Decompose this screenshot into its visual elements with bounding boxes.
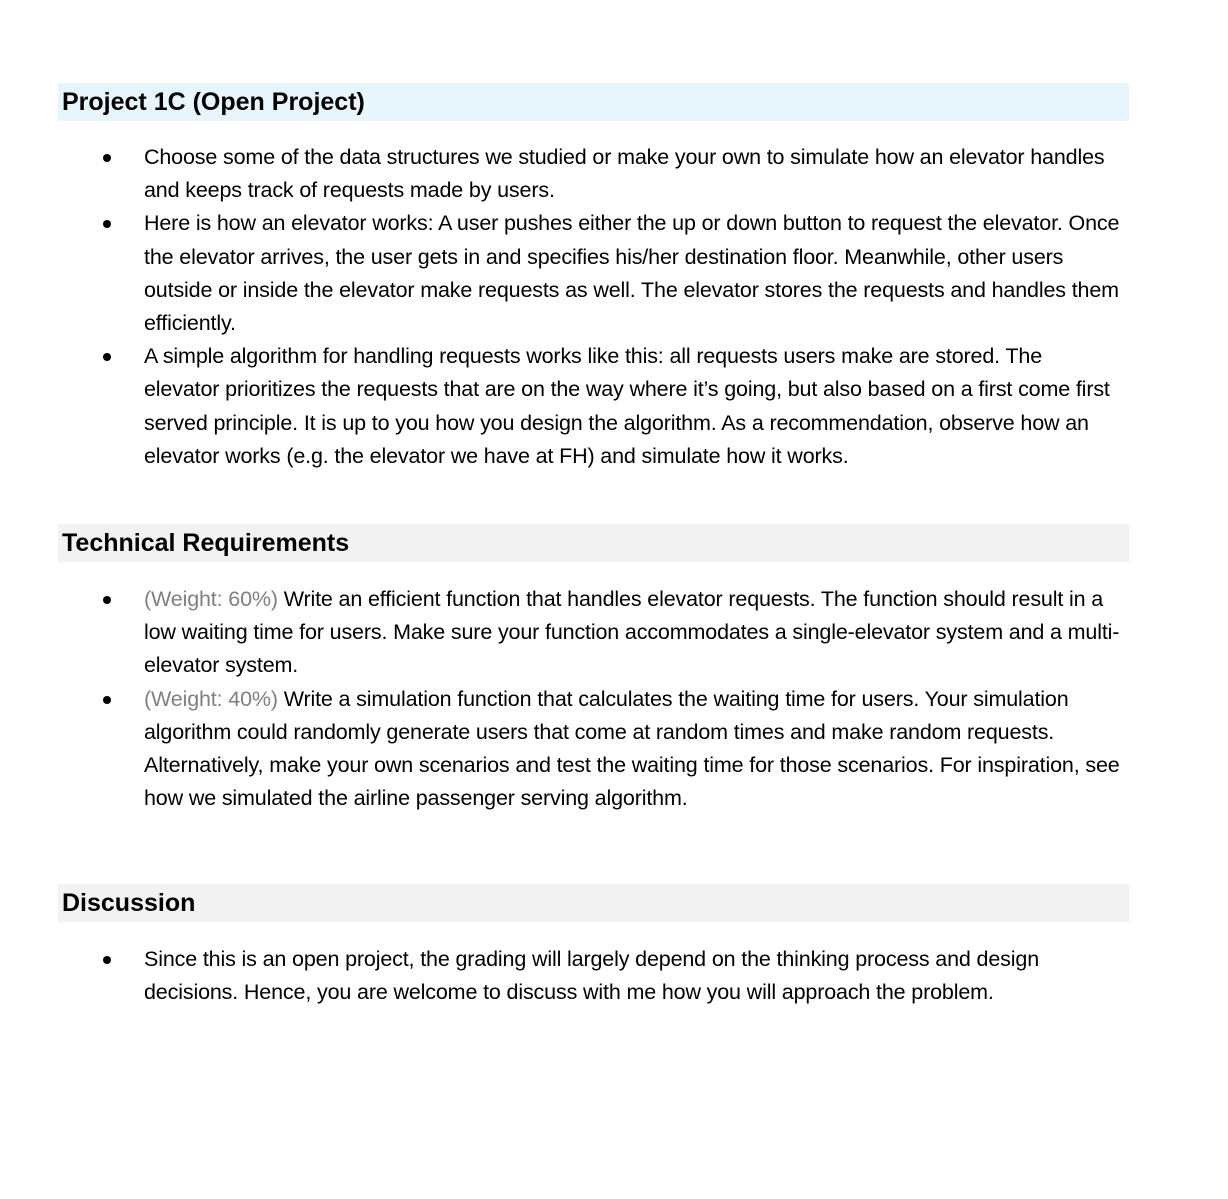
section-heading-technical-requirements: Technical Requirements [58, 524, 1129, 562]
project-bullet-list [0, 141, 1228, 473]
list-item-text: Write a simulation function that calculates the waiting time for users. Your simulation algorithm could randomly generate users that come at random times and make random requests. Alternatively, make your own scenarios and test the waiting time for those scenarios. For inspiration, see how we simulated the airline passenger serving algorithm. [144, 686, 1120, 811]
bullet-icon [103, 220, 111, 228]
list-item [0, 141, 1120, 207]
weight-label: (Weight: 60%) [144, 587, 278, 611]
bullet-icon [103, 353, 111, 361]
list-item-text: Since this is an open project, the grading will largely depend on the thinking process and design decisions. Hence, you are welcome to discuss with me how you will approach the problem. [144, 947, 1040, 1005]
list-item [0, 207, 1120, 340]
list-item [0, 943, 1120, 1009]
section-heading-discussion: Discussion [58, 884, 1129, 922]
list-item-text: Write an efficient function that handles elevator requests. The function should result in a low waiting time for users. Make sure your function accommodates a single-elevator system and a multi-elevator system. [144, 587, 1120, 678]
weight-label: (Weight: 40%) [144, 686, 278, 711]
bullet-icon [103, 596, 111, 604]
requirements-bullet-list [0, 583, 1228, 815]
section-heading-project: Project 1C (Open Project) [58, 83, 1129, 121]
bullet-icon [103, 154, 111, 162]
list-item [0, 683, 1120, 816]
bullet-icon [103, 696, 111, 704]
list-item-text: Here is how an elevator works: A user pushes either the up or down button to request the elevator. Once the elevator arrives, the user gets in and specifies his/her destination floor. Meanwhile, other users outside or inside the elevator make requests as well. The elevator stores the requests and handles them efficiently. [144, 211, 1120, 336]
list-item [0, 583, 1120, 683]
list-item [0, 340, 1120, 473]
list-item-text: A simple algorithm for handling requests works like this: all requests users make are stored. The elevator prioritizes the requests that are on the way where it’s going, but also based on a first come first served principle. It is up to you how you design the algorithm. As a recommendation, observe how an elevator works (e.g. the elevator we have at FH) and simulate how it works. [144, 344, 1110, 468]
bullet-icon [103, 956, 111, 964]
list-item-text: Choose some of the data structures we studied or make your own to simulate how an elevator handles and keeps track of requests made by users. [144, 145, 1105, 203]
discussion-bullet-list [0, 943, 1228, 1009]
